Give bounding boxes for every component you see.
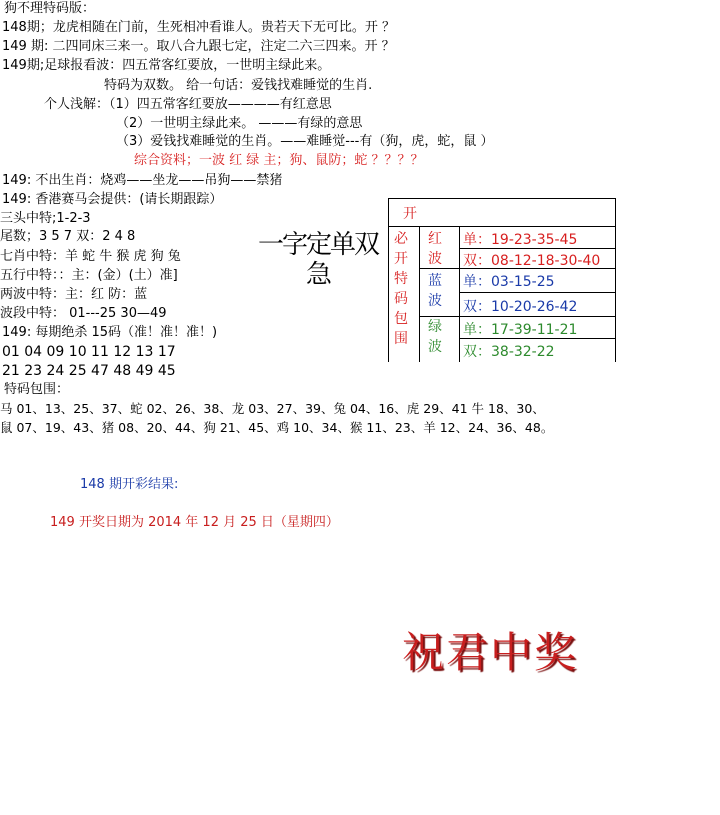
green-even-row: 双：38-32-22 <box>463 344 555 360</box>
line-148-riddle: 148期；龙虎相随在门前，生死相冲看谁人。贵若天下无可比。开 ？ <box>2 20 395 35</box>
green-wave-label: 绿波 <box>428 319 442 355</box>
single-double-stamp: 一字定单双 急 <box>258 230 379 290</box>
table-kai-label: 开 <box>403 206 417 222</box>
result-148-label: 148 期开彩结果: <box>80 477 179 492</box>
page-header: 狗不理特码版： <box>4 1 96 16</box>
kill-numbers-row-1: 01 04 09 10 11 12 13 17 <box>2 344 176 360</box>
line-149-riddle: 149 期: 二四同床三来一。取八合九跟七定，注定二六三四来。开 ？ <box>2 39 395 54</box>
line-juesha: 149: 每期绝杀 15码（准！准！准！) <box>2 325 218 340</box>
blue-odd-row: 单：03-15-25 <box>463 274 555 290</box>
red-wave-label: 红波 <box>428 231 442 267</box>
line-item-3: （3）爱钱找难睡觉的生肖。——难睡觉---有（狗，虎，蛇，鼠 ） <box>116 134 494 149</box>
red-even-row: 双：08-12-18-30-40 <box>463 253 601 269</box>
good-luck-banner: 祝君中奖 <box>402 628 579 677</box>
draw-date-149: 149 开奖日期为 2014 年 12 月 25 日（星期四） <box>50 515 339 530</box>
line-wuxing: 五行中特：：主：(金）(土）准] <box>0 268 178 283</box>
line-liangbo: 两波中特：主：红 防：蓝 <box>0 287 148 302</box>
line-qixiao: 七肖中特：羊 蛇 牛 猴 虎 狗 兔 <box>0 249 181 264</box>
kill-numbers-row-2: 21 23 24 25 47 48 49 45 <box>2 363 176 379</box>
line-summary: 综合资料；一波 红 绿 主；狗、鼠防；蛇 ？？？？ <box>134 153 424 168</box>
line-tema-hint: 特码为双数。 给一句话：爱钱找难睡觉的生肖. <box>104 78 373 93</box>
special-code-table <box>388 198 616 362</box>
blue-wave-label: 蓝波 <box>428 273 442 309</box>
line-excluded-zodiac: 149: 不出生肖：烧鸡——坐龙——吊狗——禁猪 <box>2 173 283 188</box>
red-odd-row: 单：19-23-35-45 <box>463 232 578 248</box>
line-personal-interpretation: 个人浅解：（1）四五常客红要放————有红意思 <box>44 97 332 112</box>
line-weishu: 尾数；3 5 7 双：2 4 8 <box>0 229 136 244</box>
line-149-football: 149期;足球报看波：四五常客红要放，一世明主绿此来。 <box>2 58 331 73</box>
line-boduan: 波段中特： 01---25 30—49 <box>0 306 167 321</box>
blue-even-row: 双：10-20-26-42 <box>463 299 578 315</box>
line-hk-provider: 149: 香港赛马会提供：(请长期跟踪） <box>2 192 223 207</box>
zodiac-numbers-row-2: 鼠 07、19、43、猪 08、20、44、狗 21、45、鸡 10、34、猴 11、23、羊 12、24、36、48。 <box>0 420 554 435</box>
table-side-label: 必开特码包围 <box>394 231 408 347</box>
line-item-2: （2）一世明主绿此来。 ———有绿的意思 <box>116 116 363 131</box>
zodiac-numbers-row-1: 马 01、13、25、37、蛇 02、26、38、龙 03、27、39、兔 04、16、虎 29、41 牛 18、30、 <box>0 401 545 416</box>
green-odd-row: 单：17-39-11-21 <box>463 322 578 338</box>
line-santou: 三头中特;1-2-3 <box>0 211 91 226</box>
line-baowei: 特码包围： <box>4 382 70 397</box>
